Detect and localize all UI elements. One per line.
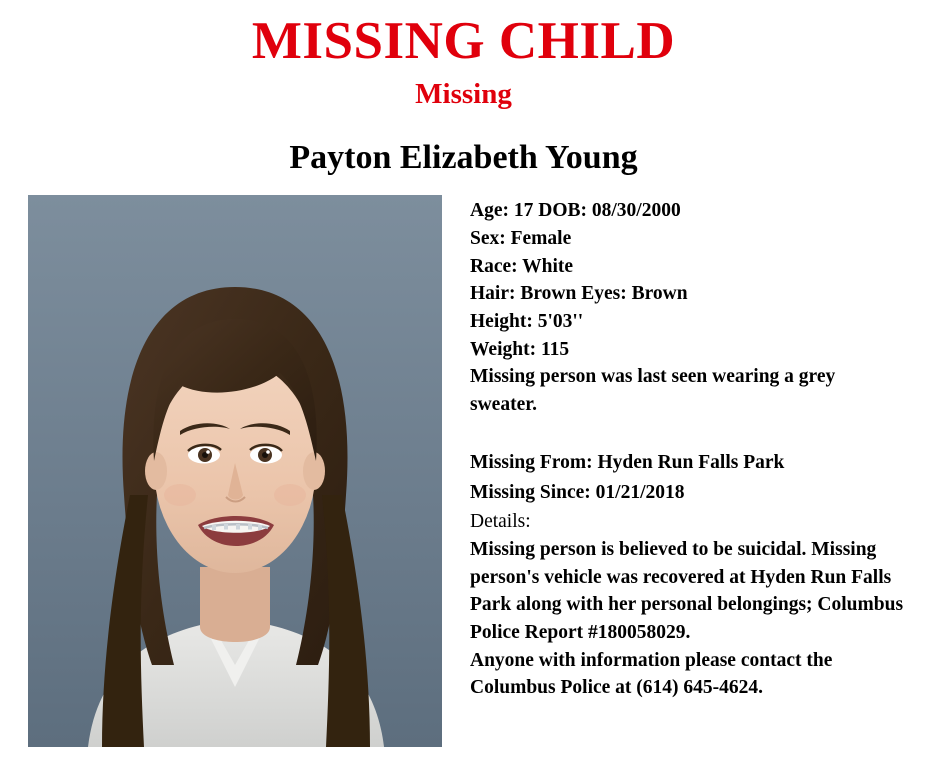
detail-missing-since: Missing Since: 01/21/2018 xyxy=(470,481,685,503)
detail-details-label: Details: xyxy=(470,511,531,533)
poster-subtitle: Missing xyxy=(415,77,512,110)
poster-title: MISSING CHILD xyxy=(251,12,676,70)
details-spacer xyxy=(470,419,907,449)
portrait-photo xyxy=(28,195,442,747)
poster-body xyxy=(0,195,927,747)
person-name: Payton Elizabeth Young xyxy=(289,139,638,177)
poster-header xyxy=(0,0,927,113)
portrait-photo-graphic xyxy=(28,195,442,747)
detail-details-text: Missing person is believed to be suicidal. Missing person's vehicle was recovered at Hyden Run Falls Park along with her personal belongings; Columbus Police Report #180058029. xyxy=(470,538,904,643)
detail-hair-eyes: Hair: Brown Eyes: Brown xyxy=(470,283,688,305)
detail-contact-text: Anyone with information please contact the Columbus Police at (614) 645-4624. xyxy=(470,649,833,699)
detail-age-dob: Age: 17 DOB: 08/30/2000 xyxy=(470,200,681,222)
details-column xyxy=(442,195,927,702)
detail-sex: Sex: Female xyxy=(470,228,572,250)
detail-missing-from: Missing From: Hyden Run Falls Park xyxy=(470,451,785,473)
detail-race: Race: White xyxy=(470,255,574,277)
detail-weight: Weight: 115 xyxy=(470,338,570,360)
detail-clothing: Missing person was last seen wearing a grey sweater. xyxy=(470,366,836,416)
detail-height: Height: 5'03'' xyxy=(470,311,584,333)
